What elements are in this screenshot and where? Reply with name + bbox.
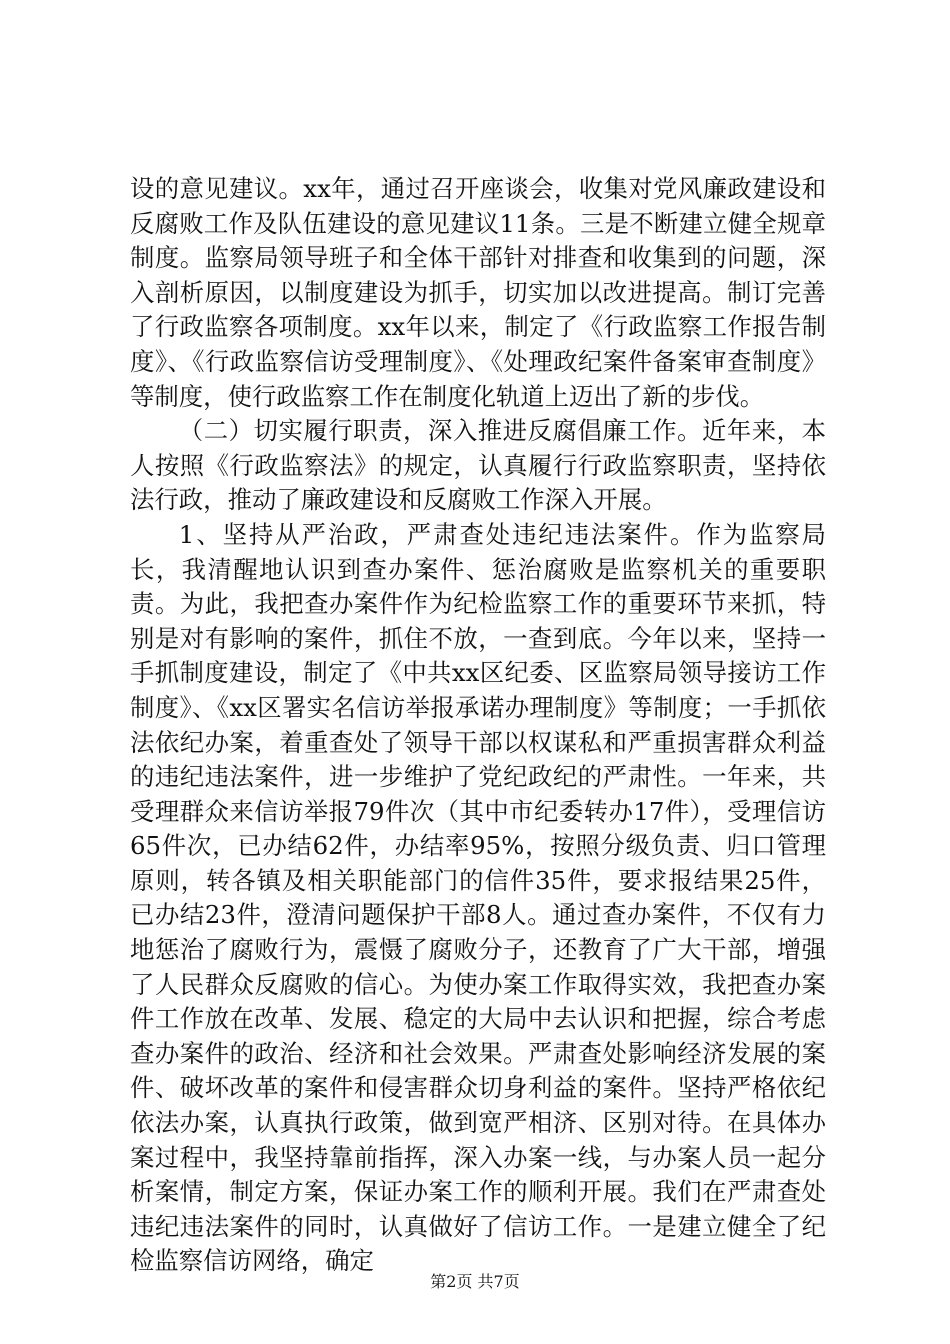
paragraph-continuation: 设的意见建议。xx年，通过召开座谈会，收集对党风廉政建设和反腐败工作及队伍建设的意见建议11条。三是不断建立健全规章制度。监察局领导班子和全体干部针对排查和收集到的问题，深入剖析原因，以制度建设为抓手，切实加以改进提高。制订完善了行政监察各项制度。xx年以来，制定了《行政监察工作报告制度》、《行政监察信访受理制度》、《处理政纪案件备案审查制度》等制度，使行政监察工作在制度化轨道上迈出了新的步伐。 <box>130 174 826 411</box>
paragraph-item-one: 1、坚持从严治政，严肃查处违纪违法案件。作为监察局长，我清醒地认识到查办案件、惩治腐败是监察机关的重要职责。为此，我把查办案件作为纪检监察工作的重要环节来抓，特别是对有影响的案件，抓住不放，一查到底。今年以来，坚持一手抓制度建设，制定了《中共xx区纪委、区监察局领导接访工作制度》、《xx区署实名信访举报承诺办理制度》等制度；一手抓依法依纪办案，着重查处了领导干部以权谋私和严重损害群众利益的违纪违法案件，进一步维护了党纪政纪的严肃性。一年来，共受理群众来信访举报79件次（其中市纪委转办17件），受理信访65件次，已办结62件，办结率95%，按照分级负责、归口管理原则，转各镇及相关职能部门的信件35件，要求报结果25件，已办结23件，澄清问题保护干部8人。通过查办案件，不仅有力地惩治了腐败行为，震慑了腐败分子，还教育了广大干部，增强了人民群众反腐败的信心。为使办案工作取得实效，我把查办案件工作放在改革、发展、稳定的大局中去认识和把握，综合考虑查办案件的政治、经济和社会效果。严肃查处影响经济发展的案件、破坏改革的案件和侵害群众切身利益的案件。坚持严格依纪依法办案，认真执行政策，做到宽严相济、区别对待。在具体办案过程中，我坚持靠前指挥，深入办案一线，与办案人员一起分析案情，制定方案，保证办案工作的顺利开展。我们在严肃查处违纪违法案件的同时，认真做好了信访工作。一是建立健全了纪检监察信访网络，确定 <box>130 519 826 1276</box>
page-number-footer: 第2页 共7页 <box>430 1272 520 1291</box>
paragraph-section-two: （二）切实履行职责，深入推进反腐倡廉工作。近年来，本人按照《行政监察法》的规定，认真履行行政监察职责，坚持依法行政，推动了廉政建设和反腐败工作深入开展。 <box>130 416 826 515</box>
document-body <box>130 172 826 1279</box>
